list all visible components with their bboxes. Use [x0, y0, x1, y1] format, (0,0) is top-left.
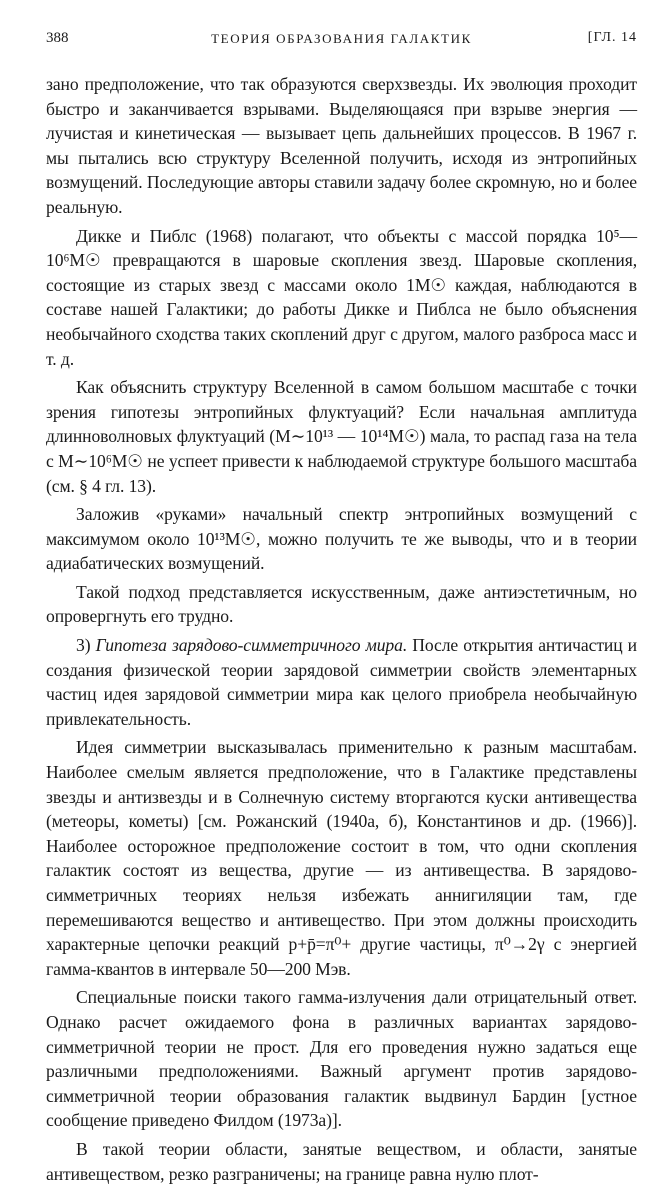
page-number: 388: [46, 30, 69, 46]
hypothesis-title: Гипотеза зарядово-симметричного мира.: [95, 635, 408, 656]
running-head: [46, 30, 637, 54]
paragraph: В такой теории области, занятые веществом, и области, занятые антивеществом, резко разграничены; на границе равна нулю плот-: [46, 1138, 637, 1184]
running-head-title: ТЕОРИЯ ОБРАЗОВАНИЯ ГАЛАКТИК: [211, 31, 472, 46]
paragraph: Заложив «руками» начальный спектр энтропийных возмущений с максимумом около 10¹³M☉, можно получить те же выводы, что и в теории адиабатических возмущений.: [46, 504, 637, 574]
hypothesis-body: После открытия античастиц и создания физической теории зарядовой симметрии свойств элементарных частиц идея зарядовой симметрии мира как целого приобрела необычайную привлекательность.: [46, 635, 637, 729]
paragraph: Дикке и Пиблс (1968) полагают, что объекты с массой порядка 10⁵—10⁶M☉ превращаются в шаровые скопления звезд. Шаровые скопления, состоящие из старых звезд с массами около 1M☉ каждая, наблюдаются в составе нашей Галактики; до работы Дикке и Пиблса не было объяснения необычайного сходства таких скоплений друг с другом, малого разброса масс и т. д.: [46, 225, 637, 369]
hypothesis-paragraph: [46, 633, 637, 731]
paragraph: Как объяснить структуру Вселенной в самом большом масштабе с точки зрения гипотезы энтропийных флуктуаций? Если начальная амплитуда длинноволновых флуктуаций (M∼10¹³ — 10¹⁴M☉) мала, то распад газа на тела с M∼10⁶M☉ не успеет привести к наблюдаемой структуре большого масштаба (см. § 4 гл. 13).: [46, 377, 637, 496]
chapter-reference: [ГЛ. 14: [587, 30, 637, 45]
hypothesis-number: 3): [76, 635, 91, 656]
paragraph: Идея симметрии высказывалась применительно к разным масштабам. Наиболее смелым является предположение, что в Галактике представлены звезды и антизвезды и в Солнечную систему вторгаются куски антивещества (метеоры, кометы) [см. Рожанский (1940а, б), Константинов и др. (1966)]. Наиболее осторожное предположение состоит в том, что одни скопления галактик состоят из вещества, другие — из антивещества. В зарядово-симметричных теориях нельзя избежать аннигиляции там, где перемешиваются вещество и антивещество. При этом должны происходить характерные цепочки реакций p+p̄=π⁰+ другие частицы, π⁰→2γ с энергией гамма-квантов в интервале 50—200 Мэв.: [46, 737, 637, 979]
body-text: [46, 72, 637, 1186]
paragraph: Такой подход представляется искусственным, даже антиэстетичным, но опровергнуть его трудно.: [46, 581, 637, 627]
paragraph: Специальные поиски такого гамма-излучения дали отрицательный ответ. Однако расчет ожидаемого фона в различных вариантах зарядово-симметричной теории не прост. Для его проведения нужно задаться еще различными предположениями. Важный аргумент против зарядово-симметричной теории образования галактик выдвинул Бардин [устное сообщение приведено Филдом (1973а)].: [46, 987, 637, 1131]
paragraph-continued: зано предположение, что так образуются сверхзвезды. Их эволюция проходит быстро и заканчивается взрывами. Выделяющаяся при взрыве энергия — лучистая и кинетическая — вызывает цепь дальнейших процессов. В 1967 г. мы пытались всю структуру Вселенной получить, исходя из энтропийных возмущений. Последующие авторы ставили задачу более скромную, но и более реальную.: [46, 74, 637, 217]
